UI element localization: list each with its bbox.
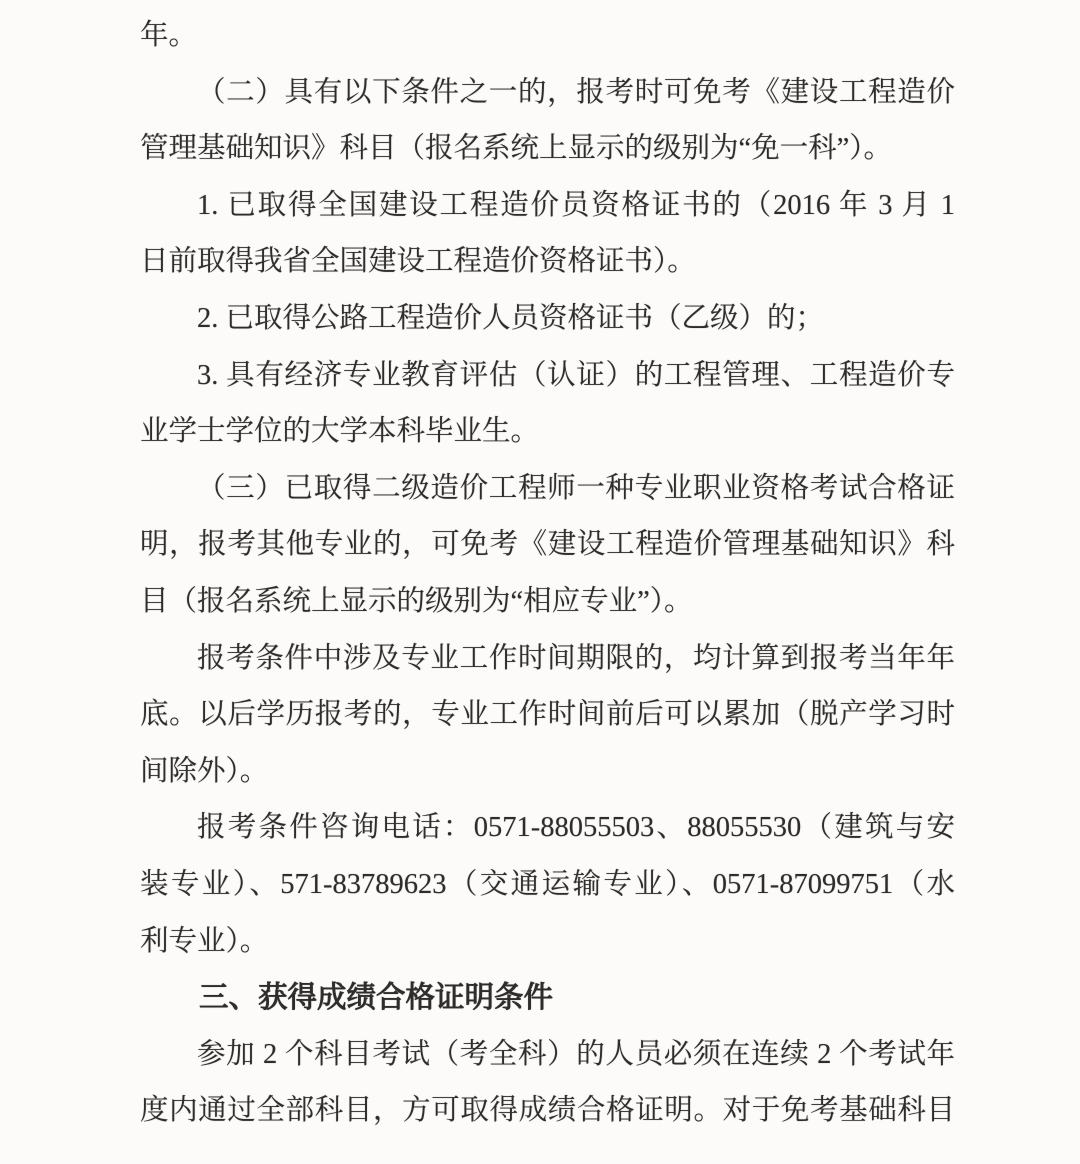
- text-line: （三）已取得二级造价工程师一种专业职业资格考试合格证: [197, 472, 955, 504]
- text-line: （二）具有以下条件之一的，报考时可免考《建设工程造价: [197, 76, 955, 108]
- text-line: 1. 已取得全国建设工程造价员资格证书的（2016 年 3 月 1: [197, 189, 955, 221]
- text-line: 间除外）。: [140, 755, 269, 787]
- text-line: 管理基础知识》科目（报名系统上显示的级别为“免一科”）。: [140, 133, 893, 165]
- text-line: 2. 已取得公路工程造价人员资格证书（乙级）的；: [197, 302, 825, 334]
- text-line: 报考条件咨询电话：0571-88055503、88055530（建筑与安: [197, 812, 955, 844]
- text-line: 年。: [140, 20, 198, 51]
- text-line: 3. 具有经济专业教育评估（认证）的工程管理、工程造价专: [197, 359, 955, 391]
- section-heading: 三、获得成绩合格证明条件: [199, 981, 554, 1015]
- text-line: 业学士学位的大学本科毕业生。: [140, 416, 540, 448]
- text-line: 底。以后学历报考的，专业工作时间前后可以累加（脱产学习时: [140, 699, 955, 731]
- text-line: 参加 2 个科目考试（考全科）的人员必须在连续 2 个考试年: [197, 1038, 955, 1070]
- text-line: 日前取得我省全国建设工程造价资格证书）。: [140, 246, 696, 278]
- document-body: [140, 8, 955, 1140]
- text-line: 装专业）、571-83789623（交通运输专业）、0571-87099751（水: [140, 868, 955, 900]
- text-line: 利专业）。: [140, 925, 269, 957]
- text-line: 目（报名系统上显示的级别为“相应专业”）。: [140, 585, 693, 617]
- text-line: 报考条件中涉及专业工作时间期限的，均计算到报考当年年: [197, 642, 955, 674]
- text-line: 度内通过全部科目，方可取得成绩合格证明。对于免考基础科目: [140, 1095, 955, 1127]
- text-line: 明，报考其他专业的，可免考《建设工程造价管理基础知识》科: [140, 529, 955, 561]
